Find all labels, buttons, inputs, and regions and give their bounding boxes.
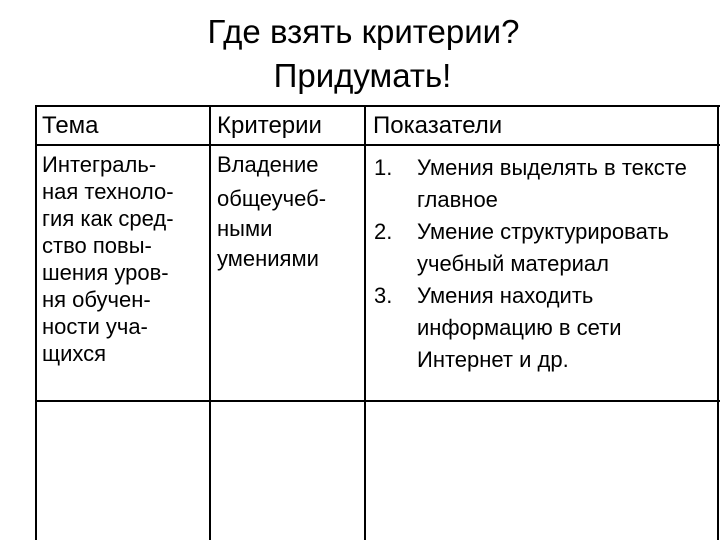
topic-line: гия как сред- <box>42 206 174 231</box>
list-item-number: 3. <box>374 283 393 308</box>
topic-line: щихся <box>42 341 107 366</box>
title-line-2: Придумать! <box>273 57 452 94</box>
topic-line: ности уча- <box>42 314 148 339</box>
table-row-divider <box>35 400 720 402</box>
header-indicators: Показатели <box>373 112 503 139</box>
topic-line: ня обучен- <box>42 287 151 312</box>
table-border-right <box>717 105 719 540</box>
topic-line: ная техноло- <box>42 179 174 204</box>
title-line-1: Где взять критерии? <box>207 13 520 50</box>
list-item-number: 1. <box>374 155 393 180</box>
table-border-left <box>35 105 37 540</box>
indicators-list <box>374 152 687 376</box>
list-item <box>374 152 687 216</box>
criteria-line: ными <box>217 216 273 241</box>
list-item-text: Умение структурировать учебный материал <box>417 219 669 276</box>
criteria-line: общеучеб- <box>217 186 327 211</box>
table-border-top <box>35 105 720 107</box>
topic-line: Интеграль- <box>42 152 157 177</box>
criteria-line: Владение <box>217 152 319 177</box>
topic-line: ство повы- <box>42 233 152 258</box>
table-column-divider-2 <box>364 105 366 540</box>
list-item-text: Умения выделять в тексте главное <box>417 155 687 212</box>
list-item-number: 2. <box>374 219 393 244</box>
table-header-divider <box>35 144 720 146</box>
topic-line: шения уров- <box>42 260 169 285</box>
criteria-line: умениями <box>217 246 319 271</box>
list-item-text: Умения находить информацию в сети Интернет и др. <box>417 283 622 372</box>
table-column-divider-1 <box>209 105 211 540</box>
header-criteria: Критерии <box>217 112 322 139</box>
list-item <box>374 216 687 280</box>
list-item <box>374 280 687 376</box>
header-topic: Тема <box>42 112 99 139</box>
